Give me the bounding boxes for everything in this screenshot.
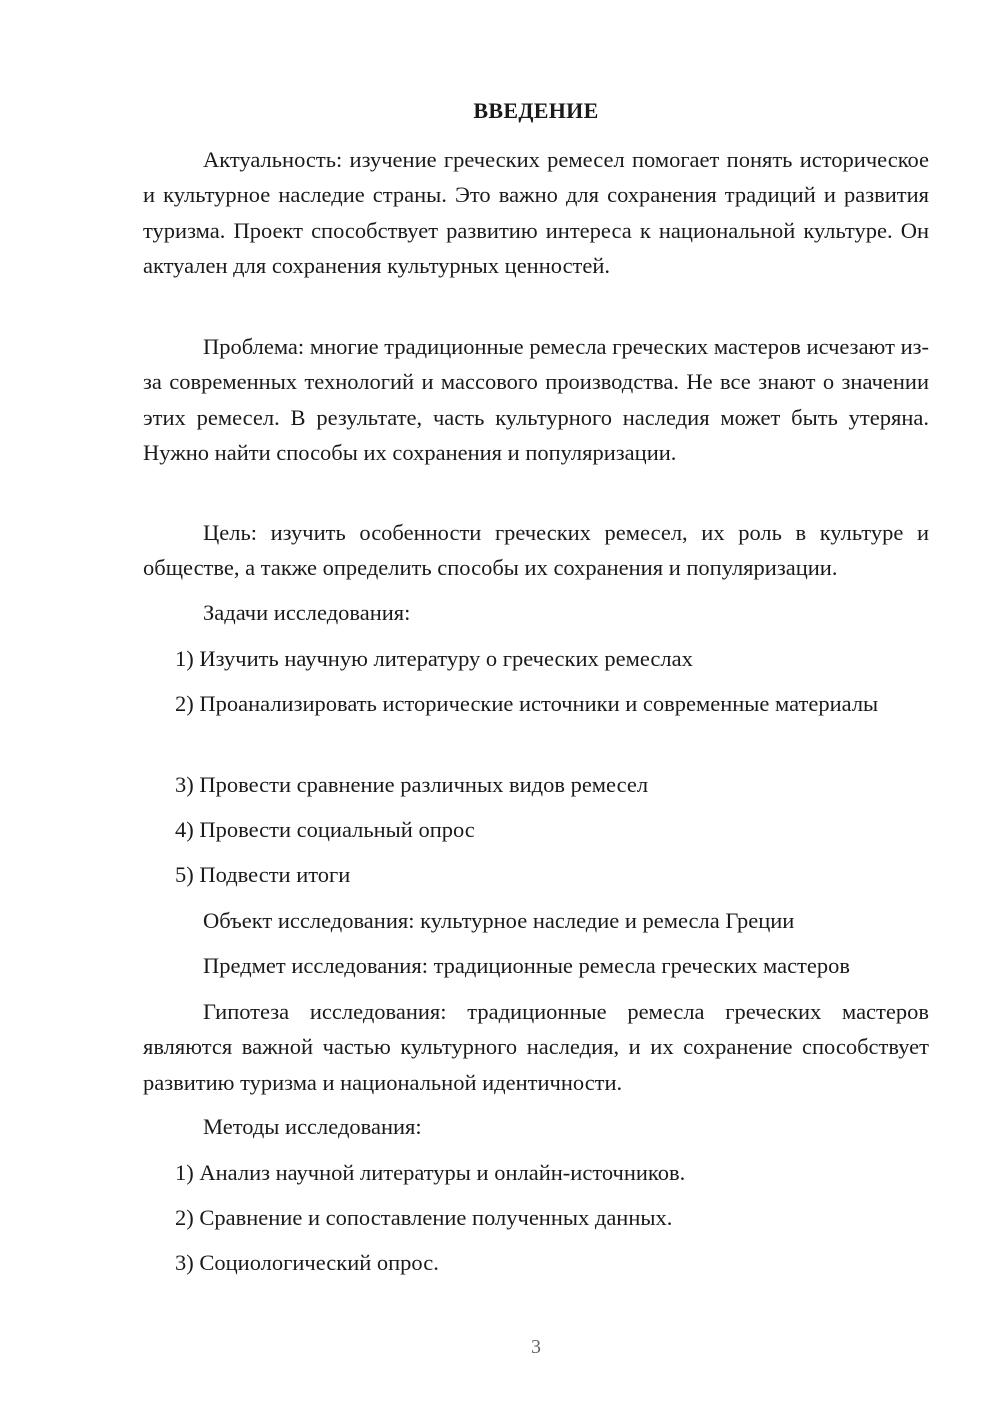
method-item: 2) Сравнение и сопоставление полученных данных. — [175, 1205, 673, 1230]
page-title: ВВЕДЕНИЕ — [473, 98, 599, 123]
tasks-heading: Задачи исследования: — [203, 600, 411, 625]
relevance-paragraph: Актуальность: изучение греческих ремесел помогает понять историческое и культурное наследие страны. Это важно для сохранения традиций и развития туризма. Проект способствует развитию интереса к национальной культуре. Он актуален для сохранения культурных ценностей. — [143, 147, 929, 278]
task-item: 3) Провести сравнение различных видов ремесел — [175, 772, 649, 797]
task-item: 2) Проанализировать исторические источники и современные материалы — [175, 691, 879, 716]
goal-paragraph: Цель: изучить особенности греческих ремесел, их роль в культуре и обществе, а также определить способы их сохранения и популяризации. — [143, 520, 929, 581]
method-item: 3) Социологический опрос. — [175, 1250, 439, 1275]
methods-heading: Методы исследования: — [203, 1114, 422, 1139]
subject-paragraph: Предмет исследования: традиционные ремесла греческих мастеров — [203, 953, 850, 978]
object-paragraph: Объект исследования: культурное наследие и ремесла Греции — [203, 908, 795, 933]
task-item: 1) Изучить научную литературу о греческих ремеслах — [175, 646, 693, 671]
method-item: 1) Анализ научной литературы и онлайн-источников. — [175, 1160, 686, 1185]
task-item: 5) Подвести итоги — [175, 862, 351, 887]
problem-paragraph: Проблема: многие традиционные ремесла греческих мастеров исчезают из-за современных технологий и массового производства. Не все знают о значении этих ремесел. В результате, часть культурного наследия может быть утеряна. Нужно найти способы их сохранения и популяризации. — [143, 334, 929, 465]
hypothesis-paragraph: Гипотеза исследования: традиционные ремесла греческих мастеров являются важной частью культурного наследия, и их сохранение способствует развитию туризма и национальной идентичности. — [143, 999, 929, 1095]
page-number: 3 — [531, 1336, 541, 1358]
task-item: 4) Провести социальный опрос — [175, 817, 475, 842]
